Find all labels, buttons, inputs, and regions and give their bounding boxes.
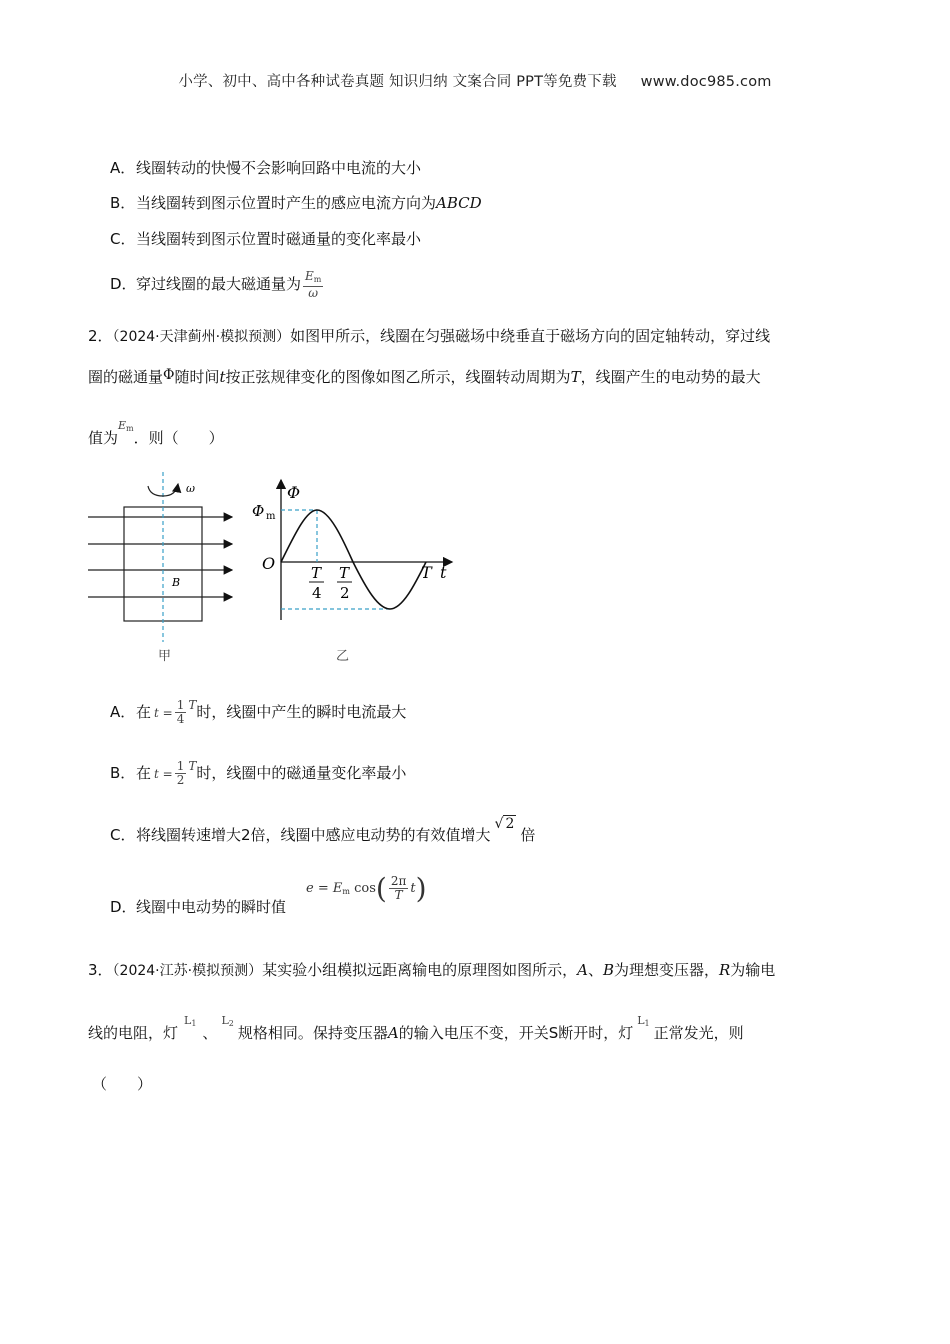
stem-text: 线的电阻，灯 (88, 1024, 179, 1042)
math-cos: cos (349, 881, 376, 896)
question-source: （2024·江苏·模拟预测） (112, 963, 263, 979)
stem-text: 规格相同。保持变压器 (237, 1024, 388, 1042)
stem-text: ．则（ ） (133, 429, 224, 447)
option-text: 线圈转动的快慢不会影响回路中电流的大小 (136, 159, 422, 177)
stem-text: 某实验小组模拟远距离输电的原理图如图所示， (262, 961, 578, 979)
math-L2: L2 (221, 1014, 234, 1028)
option-text: 在 (136, 764, 152, 782)
caption-jia: 甲 (158, 649, 172, 664)
fraction-em-over-omega: $\frac{E_m}{\omega}$ (305, 268, 322, 300)
t4-den: 4 (312, 584, 322, 602)
option-text: 线圈中电动势的瞬时值 (136, 898, 287, 916)
option-label: C． (110, 826, 136, 844)
question-number: 3． (88, 961, 113, 979)
option-label: B． (110, 194, 136, 212)
header-text: 小学、初中、高中各种试卷真题 知识归纳 文案合同 PPT等免费下载 (178, 74, 617, 90)
stem-text: 按正弦规律变化的图像如图乙所示，线圈转动周期为 (225, 368, 571, 386)
question-number: 2． (88, 327, 113, 345)
math-sub-m: m (342, 887, 350, 896)
stem-text: ，线圈产生的电动势的最大 (580, 368, 761, 386)
option-text: 倍 (520, 826, 536, 844)
q2-stem-line1 (88, 326, 770, 347)
math-t-eq: t = (154, 706, 173, 720)
math-A: A (387, 1024, 399, 1042)
phi-axis-label: Φ (287, 483, 301, 502)
origin-label: O (262, 554, 276, 573)
math-A: A (577, 961, 588, 979)
option-text: 时，线圈中产生的瞬时电流最大 (196, 703, 407, 721)
b-label: B (172, 576, 181, 589)
math-E: E (332, 881, 343, 896)
math-abcd: ABCD (436, 194, 482, 212)
math-L1: L1 (637, 1014, 650, 1028)
q2-stem-line3 (88, 419, 224, 453)
figure-yi (252, 480, 452, 664)
math-T: T (570, 368, 581, 386)
option-label: D． (110, 275, 137, 293)
phim-label: Φ (252, 502, 265, 520)
question-text: 如图甲所示，线圈在匀强磁场中绕垂直于磁场方向的固定轴转动，穿过线 (290, 327, 771, 345)
q2-option-c (110, 816, 536, 846)
option-label: C． (110, 230, 136, 248)
q1-option-d (110, 264, 325, 304)
q1-option-b (110, 193, 482, 213)
stem-text: 值为 (88, 429, 119, 447)
math-t: t (219, 368, 226, 386)
sine-curve (281, 510, 426, 609)
option-label: A． (110, 159, 136, 177)
T-label: T (421, 563, 432, 582)
q2-option-b (110, 753, 406, 794)
page-header (0, 70, 950, 91)
option-label: A． (110, 703, 136, 721)
fraction-one-quarter: $\frac{1}{4}$ (176, 698, 185, 726)
q3-stem-line3 (92, 1074, 152, 1094)
stem-text: 为理想变压器， (613, 961, 719, 979)
t-label: t (440, 563, 447, 582)
q3-stem-line2 (88, 1014, 744, 1048)
t2-den: 2 (340, 584, 350, 602)
fraction-one-half: $\frac{1}{2}$ (176, 759, 185, 787)
q2-stem-line2 (88, 365, 761, 387)
math-B: B (602, 961, 614, 979)
t2-num: T (339, 564, 350, 582)
stem-text: 、 (202, 1024, 218, 1042)
phim-sub: m (266, 511, 276, 522)
math-R: R (719, 961, 731, 979)
math-sqrt-2: √ 2 (494, 816, 515, 832)
math-t-eq: t = (154, 767, 173, 781)
math-eq: = (313, 881, 333, 896)
stem-text: 随时间 (174, 368, 220, 386)
t4-num: T (311, 564, 322, 582)
question-source: （2024·天津蓟州·模拟预测） (112, 329, 291, 345)
option-text: 将线圈转速增大2倍，线圈中感应电动势的有效值增大 (136, 826, 491, 844)
math-T: T (188, 698, 197, 712)
option-label: D． (110, 898, 137, 916)
math-phi: Φ (163, 367, 175, 383)
math-L1: L1 (184, 1014, 197, 1028)
math-t: t (410, 881, 416, 896)
option-text: 在 (136, 703, 152, 721)
q2-figure (80, 470, 480, 670)
header-url: www.doc985.com (640, 74, 772, 90)
answer-paren: （ ） (92, 1075, 153, 1093)
math-T: T (188, 759, 197, 773)
math-em: Em (118, 419, 134, 433)
caption-yi: 乙 (336, 649, 350, 664)
option-label: B． (110, 764, 136, 782)
stem-text: 的输入电压不变，开关S断开时，灯 (398, 1024, 634, 1042)
fraction-2pi-over-T: $\frac{2\pi}{T}$ (390, 874, 407, 902)
math-e: e (306, 881, 314, 896)
figure-jia (88, 472, 232, 664)
stem-text: 圈的磁通量 (88, 368, 164, 386)
q3-stem-line1 (88, 960, 775, 981)
option-text: 时，线圈中的磁通量变化率最小 (196, 764, 407, 782)
omega-label: ω (186, 482, 195, 495)
stem-text: 正常发光，则 (653, 1024, 744, 1042)
q1-option-a (110, 158, 421, 178)
q2-d-formula: $e = E_m$ cos( $\frac{2\pi}{T}$ t) (306, 872, 427, 905)
q2-option-a (110, 692, 406, 733)
q1-option-c (110, 229, 421, 249)
stem-text: 、 (587, 961, 603, 979)
option-text: 穿过线圈的最大磁通量为 (136, 275, 302, 293)
option-text: 当线圈转到图示位置时产生的感应电流方向为 (136, 194, 437, 212)
option-text: 当线圈转到图示位置时磁通量的变化率最小 (136, 230, 422, 248)
q2-option-d (110, 897, 286, 917)
stem-text: 为输电 (730, 961, 776, 979)
